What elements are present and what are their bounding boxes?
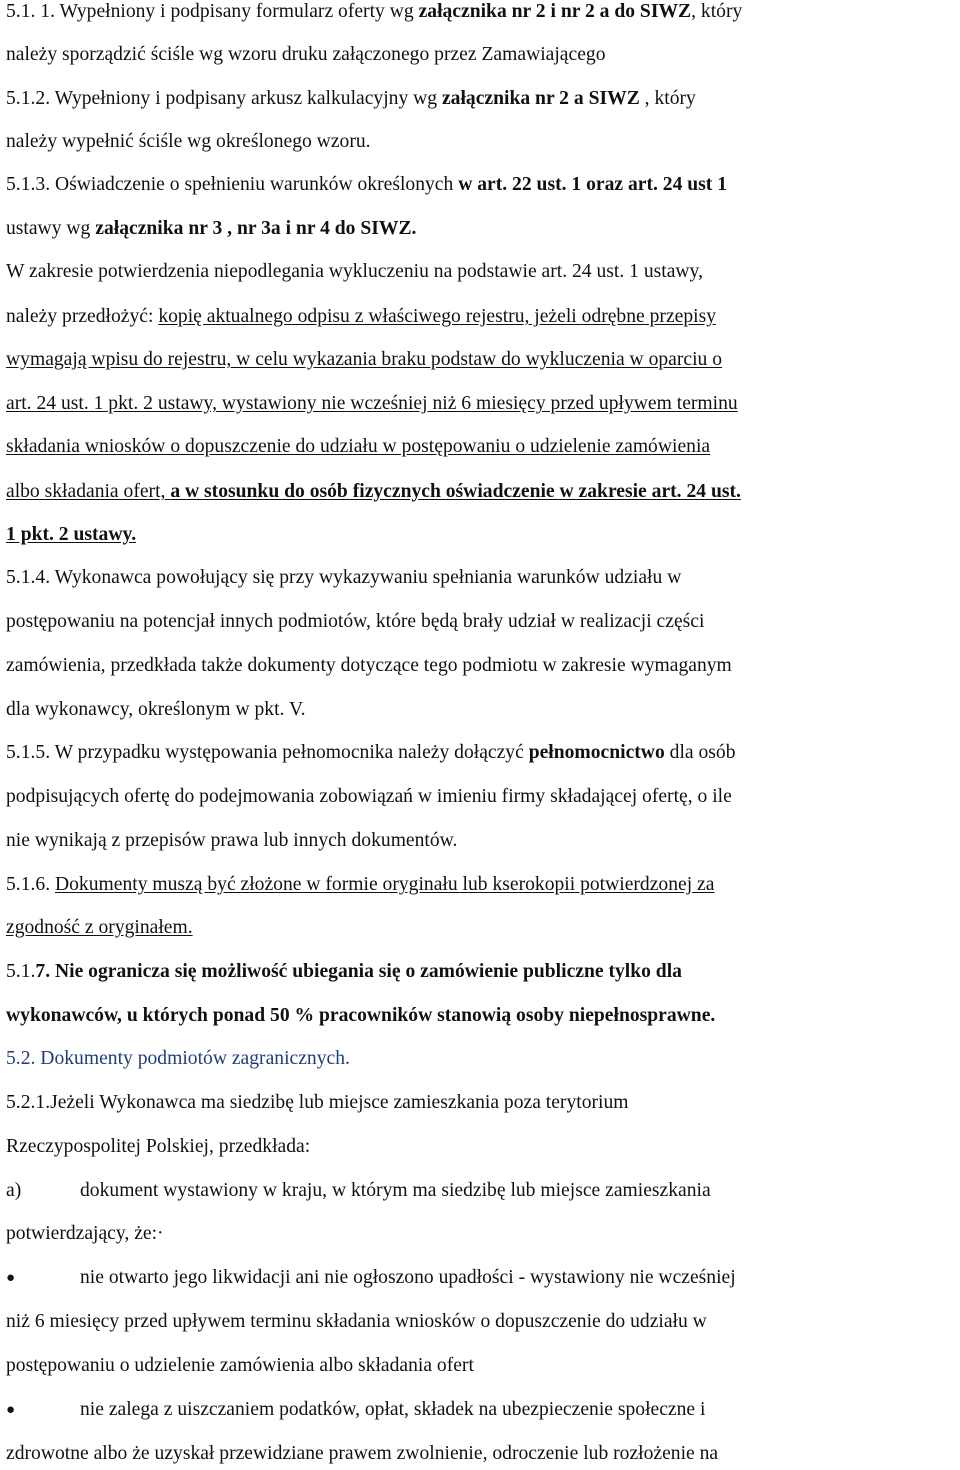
text: , który bbox=[639, 88, 696, 109]
bullet-icon: ● bbox=[6, 1270, 16, 1286]
underlined-text: kopię aktualnego odpisu z właściwego rejestru, jeżeli odrębne przepisy bbox=[158, 306, 716, 327]
item-5-1-1-line-2 bbox=[6, 43, 606, 67]
list-item-a-line-1: dokument wystawiony w kraju, w którym ma siedzibę lub miejsce zamieszkania bbox=[80, 1180, 711, 1201]
list-item-a-line-2: potwierdzający, że:· bbox=[6, 1223, 164, 1244]
text: należy sporządzić ściśle wg wzoru druku załączonego przez Zamawiającego bbox=[6, 44, 606, 65]
item-5-1-5-line-2: podpisujących ofertę do podejmowania zobowiązań w imieniu firmy składającej ofertę, o ile bbox=[6, 786, 732, 807]
item-5-1-2-line-1 bbox=[6, 87, 696, 111]
text: 5.1. bbox=[6, 961, 36, 982]
bold-underlined-text: 1 pkt. 2 ustawy. bbox=[6, 524, 137, 545]
item-5-1-6-line-2 bbox=[6, 916, 193, 940]
item-5-1-6-line-1 bbox=[6, 873, 714, 897]
item-5-1-3-line-1 bbox=[6, 173, 727, 197]
underlined-text: art. 24 ust. 1 pkt. 2 ustawy, wystawiony nie wcześniej niż 6 miesięcy przed upływem terminu bbox=[6, 393, 738, 414]
list-label-a: a) bbox=[6, 1180, 22, 1201]
bullet-2-line-2: zdrowotne albo że uzyskał przewidziane prawem zwolnienie, odroczenie lub rozłożenie na bbox=[6, 1443, 719, 1464]
item-5-1-5-line-1 bbox=[6, 741, 736, 765]
item-5-1-3-line-3: W zakresie potwierdzenia niepodlegania wykluczeniu na podstawie art. 24 ust. 1 ustawy, bbox=[6, 261, 703, 282]
item-5-1-3-line-9 bbox=[6, 523, 136, 547]
underlined-text: wymagają wpisu do rejestru, w celu wykazania braku podstaw do wykluczenia w oparciu o bbox=[6, 349, 723, 370]
item-5-1-1-line-1 bbox=[6, 0, 742, 24]
underlined-text: albo składania ofert, bbox=[6, 481, 171, 502]
item-5-1-3-line-4 bbox=[6, 305, 716, 329]
item-5-1-3-line-7 bbox=[6, 435, 710, 459]
bold-text: w art. 22 ust. 1 oraz art. 24 ust 1 bbox=[458, 174, 728, 195]
underlined-text: składania wniosków o dopuszczenie do udziału w postępowaniu o udzielenie zamówienia bbox=[6, 436, 711, 457]
bold-text: pełnomocnictwo bbox=[528, 742, 665, 763]
item-5-2-1-line-1: 5.2.1.Jeżeli Wykonawca ma siedzibę lub miejsce zamieszkania poza terytorium bbox=[6, 1092, 629, 1113]
item-5-2-1-line-2: Rzeczypospolitej Polskiej, przedkłada: bbox=[6, 1136, 311, 1157]
item-5-1-3-line-5 bbox=[6, 348, 722, 372]
text: , który bbox=[691, 1, 743, 22]
item-5-1-7-line-2 bbox=[6, 1004, 715, 1028]
text: 5.1.6. bbox=[6, 874, 55, 895]
bold-underlined-text: a w stosunku do osób fizycznych oświadczenie w zakresie art. 24 ust. bbox=[170, 481, 741, 502]
text: ustawy wg bbox=[6, 218, 96, 239]
bold-text: załącznika nr 3 , nr 3a i nr 4 do SIWZ. bbox=[95, 218, 417, 239]
text: 5.1.3. Oświadczenie o spełnieniu warunków określonych bbox=[6, 174, 459, 195]
bold-text: wykonawców, u których ponad 50 % pracowników stanowią osoby niepełnosprawne. bbox=[6, 1005, 716, 1026]
item-5-1-7-line-1 bbox=[6, 960, 682, 984]
bold-text: 7. Nie ogranicza się możliwość ubiegania się o zamówienie publiczne tylko dla bbox=[35, 961, 682, 982]
bullet-1-line-3: postępowaniu o udzielenie zamówienia albo składania ofert bbox=[6, 1355, 474, 1376]
bullet-1-line-2: niż 6 miesięcy przed upływem terminu składania wniosków o dopuszczenie do udziału w bbox=[6, 1311, 707, 1332]
item-5-1-4-line-1: 5.1.4. Wykonawca powołujący się przy wykazywaniu spełniania warunków udziału w bbox=[6, 567, 682, 588]
item-5-1-5-line-3: nie wynikają z przepisów prawa lub innych dokumentów. bbox=[6, 830, 458, 851]
bullet-1-line-1: nie otwarto jego likwidacji ani nie ogłoszono upadłości - wystawiony nie wcześniej bbox=[80, 1267, 736, 1288]
text: 5.1. 1. Wypełniony i podpisany formularz oferty wg bbox=[6, 1, 419, 22]
bullet-2-line-1: nie zalega z uiszczaniem podatków, opłat, składek na ubezpieczenie społeczne i bbox=[80, 1399, 706, 1420]
text: należy wypełnić ściśle wg określonego wzoru. bbox=[6, 131, 371, 152]
text: 5.1.5. W przypadku występowania pełnomocnika należy dołączyć bbox=[6, 742, 529, 763]
item-5-1-3-line-2 bbox=[6, 217, 416, 241]
underlined-text: zgodność z oryginałem. bbox=[6, 917, 193, 938]
text: 5.1.2. Wypełniony i podpisany arkusz kalkulacyjny wg bbox=[6, 88, 442, 109]
bullet-icon: ● bbox=[6, 1402, 16, 1418]
item-5-1-4-line-2: postępowaniu na potencjał innych podmiotów, które będą brały udział w realizacji części bbox=[6, 611, 705, 632]
bold-text: załącznika nr 2 a SIWZ bbox=[441, 88, 640, 109]
section-5-2-heading: 5.2. Dokumenty podmiotów zagranicznych. bbox=[6, 1048, 350, 1069]
item-5-1-3-line-6 bbox=[6, 392, 738, 416]
text: należy przedłożyć: bbox=[6, 306, 159, 327]
bold-text: załącznika nr 2 i nr 2 a do SIWZ bbox=[418, 1, 692, 22]
underlined-text: Dokumenty muszą być złożone w formie oryginału lub kserokopii potwierdzonej za bbox=[54, 874, 715, 895]
item-5-1-3-line-8 bbox=[6, 480, 741, 504]
item-5-1-2-line-2 bbox=[6, 130, 371, 154]
item-5-1-4-line-4: dla wykonawcy, określonym w pkt. V. bbox=[6, 699, 306, 720]
text: dla osób bbox=[664, 742, 736, 763]
item-5-1-4-line-3: zamówienia, przedkłada także dokumenty dotyczące tego podmiotu w zakresie wymaganym bbox=[6, 655, 732, 676]
